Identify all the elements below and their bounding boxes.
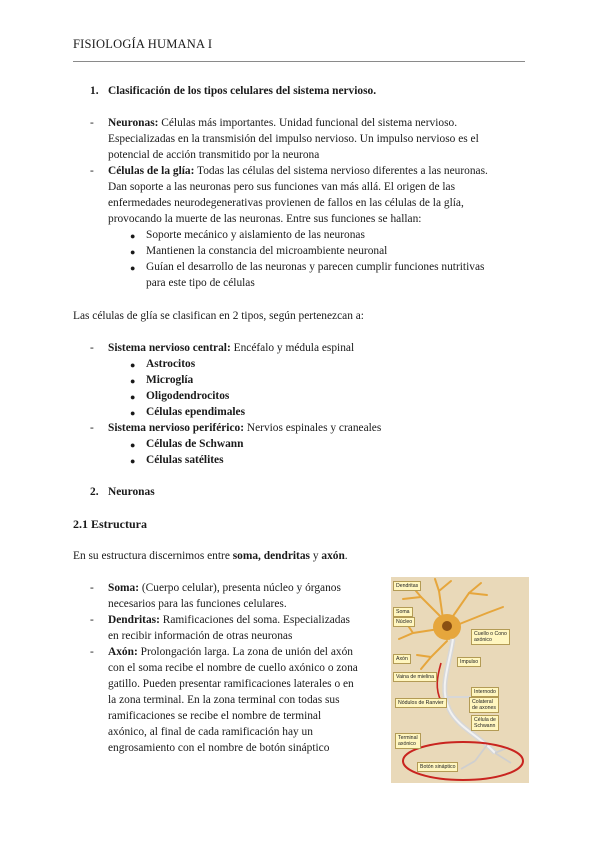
page-header-title: FISIOLOGÍA HUMANA I <box>73 37 213 51</box>
glia-bullet-2: Mantienen la constancia del microambiente neuronal <box>146 245 388 257</box>
intro-end: . <box>344 550 348 562</box>
list-dash: - <box>90 117 94 129</box>
snp-term: Sistema nervioso periférico: <box>108 422 245 434</box>
list-dash: - <box>90 646 94 658</box>
label-terminal-axonico <box>395 733 421 749</box>
bullet-dot: ● <box>130 263 136 273</box>
label-colateral <box>469 697 499 713</box>
label-cuello-axonico <box>471 629 510 645</box>
list-dash: - <box>90 342 94 354</box>
header-divider <box>73 61 525 62</box>
snc-item-ependimales: Células ependimales <box>146 406 246 418</box>
subsection-2-1-title: 2.1 Estructura <box>73 517 147 531</box>
snc-item-oligodendrocitos: Oligodendrocitos <box>146 390 230 402</box>
snc-item-astrocitos: Astrocitos <box>146 358 196 370</box>
structure-intro <box>73 549 348 564</box>
label-nucleo: Núcleo <box>393 617 415 627</box>
label-terminal-1: Terminal <box>398 735 418 741</box>
axon-term: Axón: <box>108 646 138 658</box>
neuronas-line-2: Especializadas en la transmisión del impulso nervioso. Un impulso nervioso es el <box>108 133 479 145</box>
label-dendritas: Dendritas <box>393 581 421 591</box>
axon-line-7: engrosamiento con el nombre de botón sináptico <box>108 742 330 754</box>
intro-y: y <box>309 550 322 562</box>
label-schwann <box>471 715 499 731</box>
soma-line-1 <box>108 581 341 596</box>
glia-line-1 <box>108 164 488 179</box>
axon-line-4: la zona terminal. En la zona terminal con todas sus <box>108 694 340 706</box>
bullet-dot: ● <box>130 231 136 241</box>
bullet-dot: ● <box>130 376 136 386</box>
glia-text-1: Todas las células del sistema nervioso diferentes a las neuronas. <box>197 165 488 177</box>
soma-line-2: necesarios para las funciones celulares. <box>108 598 287 610</box>
bullet-dot: ● <box>130 440 136 450</box>
glia-line-3: enfermedades neurodegenerativas provienen de fallos en las células de la glía, <box>108 197 464 209</box>
snp-desc: Nervios espinales y craneales <box>246 422 382 434</box>
bullet-dot: ● <box>130 392 136 402</box>
label-internodo: Internodo <box>471 687 499 697</box>
snc-term: Sistema nervioso central: <box>108 342 231 354</box>
list-dash: - <box>90 422 94 434</box>
label-schwann-2: Schwann <box>474 723 496 729</box>
glia-line-4: provocando la muerte de las neuronas. Entre sus funciones se hallan: <box>108 213 422 225</box>
bullet-dot: ● <box>130 408 136 418</box>
glia-classification-text: Las células de glía se clasifican en 2 tipos, según pertenezcan a: <box>73 310 364 322</box>
label-cuello-2: axónico <box>474 637 492 643</box>
label-axon: Axón <box>393 654 411 664</box>
bullet-dot: ● <box>130 360 136 370</box>
label-cuello-1: Cuello o Cono <box>474 631 507 637</box>
glia-term: Células de la glía: <box>108 165 195 177</box>
axon-line-5: ramificaciones se recibe el nombre de terminal <box>108 710 322 722</box>
intro-prefix: En su estructura discernimos entre <box>73 550 233 562</box>
intro-soma: soma, <box>232 550 261 562</box>
axon-line-1 <box>108 645 353 660</box>
label-boton-sinaptico: Botón sináptico <box>417 762 458 772</box>
snc-desc: Encéfalo y médula espinal <box>233 342 355 354</box>
glia-bullet-3-continued: para este tipo de células <box>146 277 255 289</box>
snc-item-microglia: Microglía <box>146 374 194 386</box>
soma-text-1: (Cuerpo celular), presenta núcleo y órganos <box>141 582 341 594</box>
dendritas-line-1 <box>108 613 350 628</box>
label-colateral-2: de axones <box>472 705 496 711</box>
neuronas-term: Neuronas: <box>108 117 159 129</box>
snp-item-schwann: Células de Schwann <box>146 438 244 450</box>
label-schwann-1: Célula de <box>474 717 496 723</box>
neuron-diagram <box>391 577 529 783</box>
neuronas-line-1 <box>108 116 457 131</box>
soma-term: Soma: <box>108 582 140 594</box>
axon-line-2: con el soma recibe el nombre de cuello axónico o zona <box>108 662 358 674</box>
neuronas-text-1: Células más importantes. Unidad funcional del sistema nervioso. <box>161 117 458 129</box>
axon-line-6: axónico, al final de cada ramificación hay un <box>108 726 313 738</box>
dendritas-term: Dendritas: <box>108 614 160 626</box>
glia-line-2: Dan soporte a las neuronas pero sus funciones van más allá. El origen de las <box>108 181 455 193</box>
snp-line <box>108 421 381 436</box>
glia-bullet-3: Guían el desarrollo de las neuronas y parecen cumplir funciones nutritivas <box>146 261 485 273</box>
label-terminal-2: axónico <box>398 741 416 747</box>
neuronas-line-3: potencial de acción transmitido por la neurona <box>108 149 320 161</box>
list-dash: - <box>90 614 94 626</box>
intro-dendritas: dendritas <box>263 550 310 562</box>
list-dash: - <box>90 165 94 177</box>
section-2-number: 2. <box>90 486 99 498</box>
dendritas-line-2: en recibir información de otras neuronas <box>108 630 293 642</box>
section-2-title: Neuronas <box>108 486 155 498</box>
snc-line <box>108 341 354 356</box>
dendritas-text-1: Ramificaciones del soma. Especializadas <box>162 614 350 626</box>
label-nodulos-ranvier: Nódulos de Ranvier <box>395 698 447 708</box>
section-1-number: 1. <box>90 85 99 97</box>
intro-axon: axón <box>321 550 345 562</box>
label-soma: Soma <box>393 607 413 617</box>
label-impulso: Impulso <box>457 657 481 667</box>
label-colateral-1: Colateral <box>472 699 493 705</box>
axon-line-3: gatillo. Pueden presentar ramificaciones laterales o en <box>108 678 354 690</box>
axon-text-1: Prolongación larga. La zona de unión del axón <box>140 646 353 658</box>
label-vaina-mielina: Vaina de mielina <box>393 672 437 682</box>
section-1-title: Clasificación de los tipos celulares del sistema nervioso. <box>108 85 377 97</box>
glia-bullet-1: Soporte mecánico y aislamiento de las neuronas <box>146 229 365 241</box>
bullet-dot: ● <box>130 247 136 257</box>
list-dash: - <box>90 582 94 594</box>
bullet-dot: ● <box>130 456 136 466</box>
snp-item-satelites: Células satélites <box>146 454 224 466</box>
